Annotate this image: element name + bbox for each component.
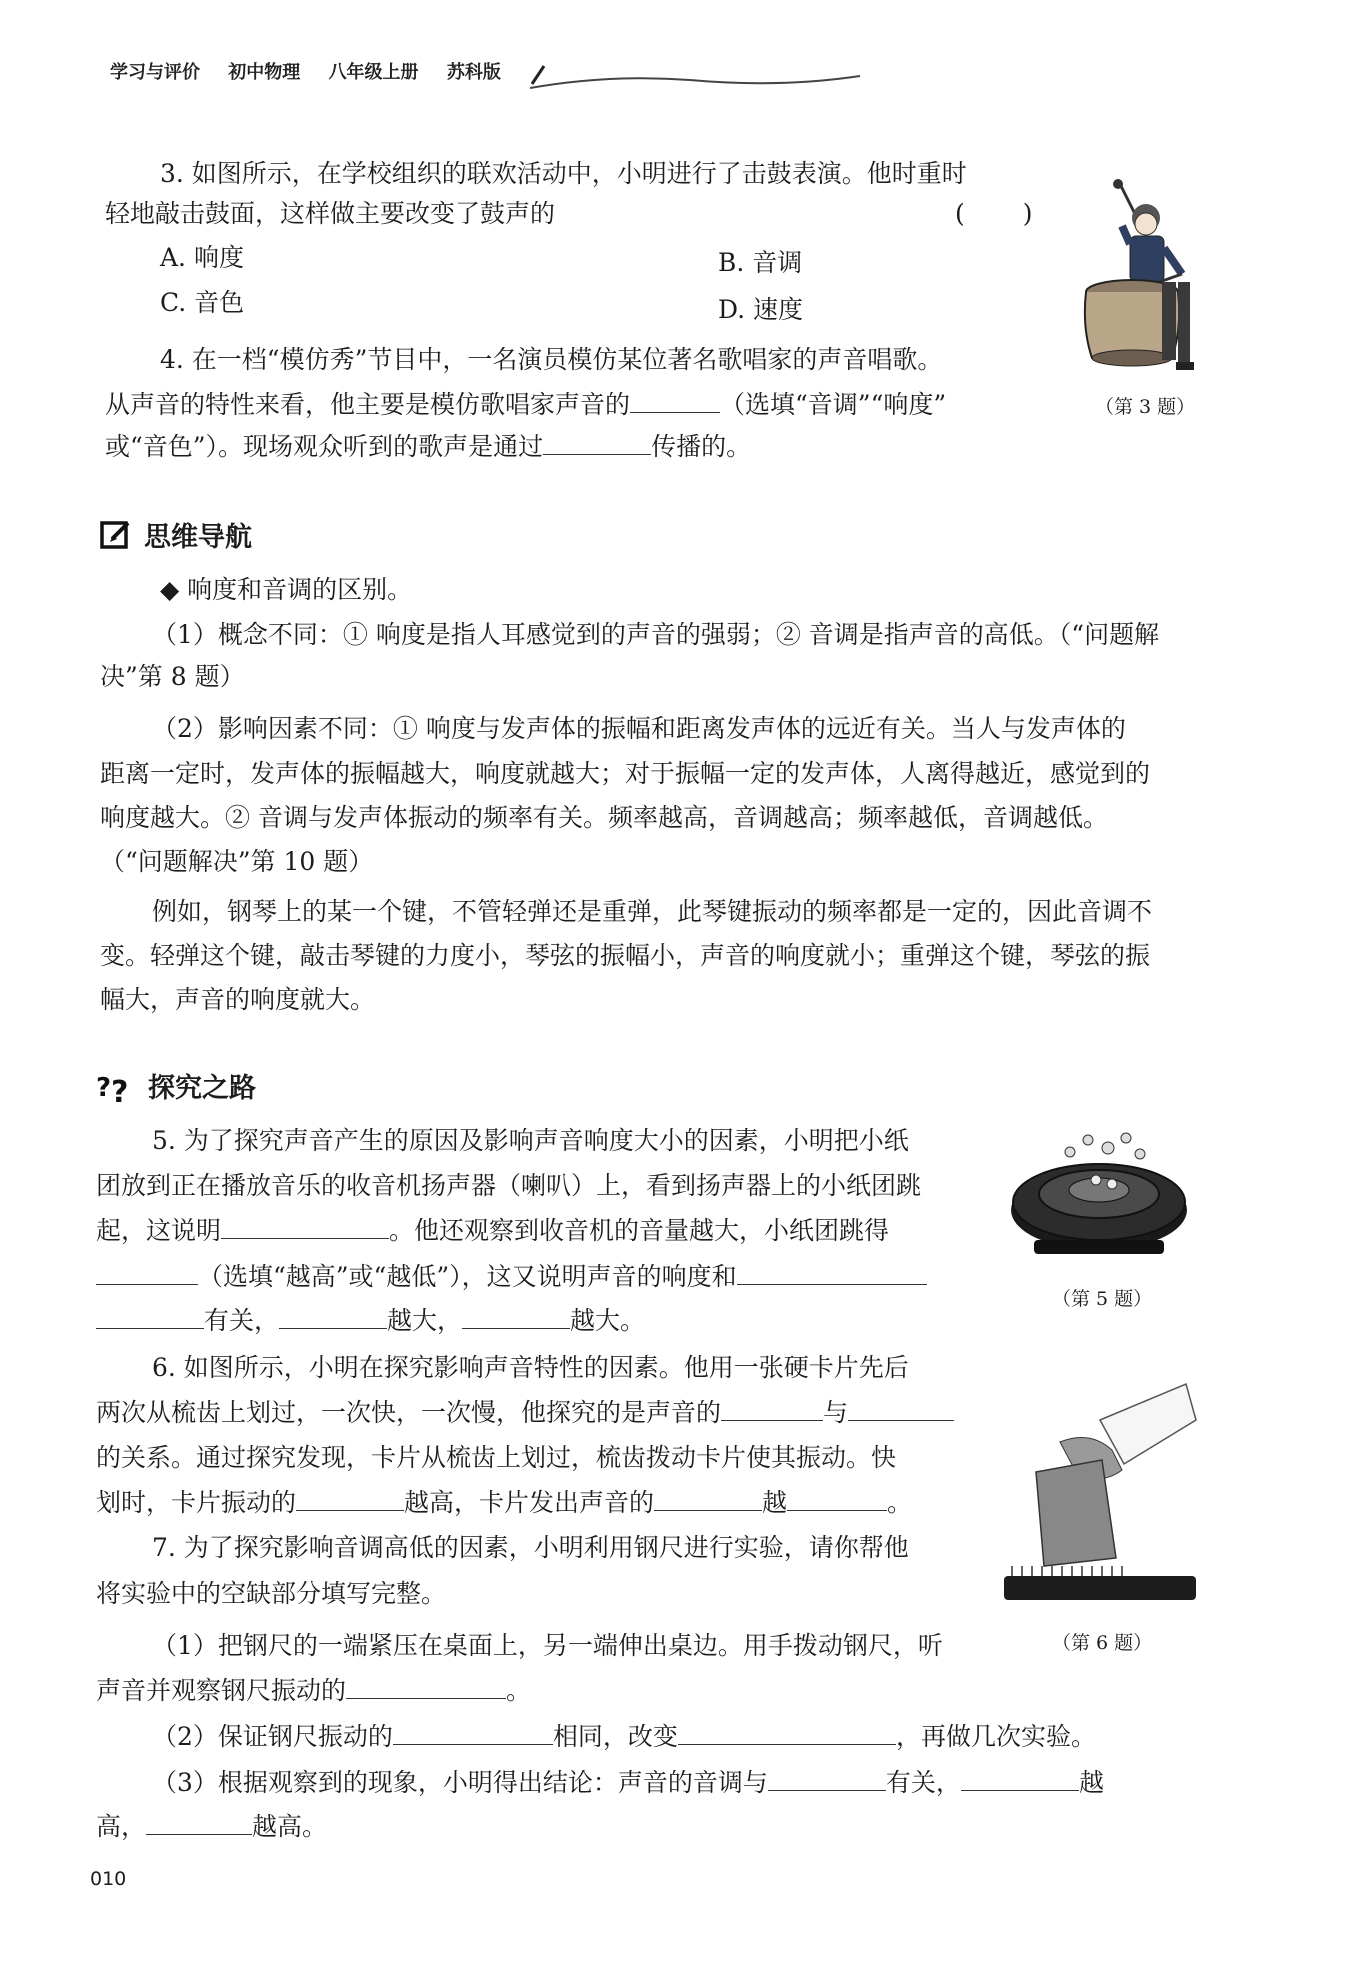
q7-step2 <box>152 1718 1096 1755</box>
q5-blank-6[interactable] <box>462 1302 570 1329</box>
q4-line2-text-b: （选填“音调”“响度” <box>720 390 947 419</box>
q6-blank-2[interactable] <box>848 1394 954 1421</box>
q7-blank-2[interactable] <box>393 1718 553 1745</box>
q7-step1-text-b: 。 <box>506 1676 532 1705</box>
think-p2-line2: 距离一定时，发声体的振幅越大，响度就越大；对于振幅一定的发声体，人离得越近，感觉到的 <box>100 759 1151 788</box>
q7-step2-text-c: ，再做几次实验。 <box>895 1722 1096 1751</box>
q5-blank-5[interactable] <box>279 1302 387 1329</box>
q5-line5-text-a: 有关， <box>204 1306 280 1335</box>
q4-line3-text-b: 传播的。 <box>651 432 752 461</box>
q4-blank-1[interactable] <box>630 386 720 413</box>
q4-line2 <box>105 386 946 423</box>
q7-step3-text-b: 有关， <box>885 1768 961 1797</box>
q5-blank-1[interactable] <box>221 1212 389 1239</box>
page-number: 010 <box>90 1868 127 1890</box>
q7-step3 <box>152 1764 1104 1801</box>
q6-line4-text-c: 越 <box>762 1488 788 1517</box>
q4-line1: 4. 在一档“模仿秀”节目中，一名演员模仿某位著名歌唱家的声音唱歌。 <box>160 345 943 374</box>
q3-answer-bracket <box>955 196 1033 232</box>
q7-step2-text-a: （2）保证钢尺振动的 <box>152 1722 393 1751</box>
header-grade: 八年级上册 <box>328 62 419 83</box>
q5-line3-text-a: 起，这说明 <box>96 1216 222 1245</box>
think-p3-line2: 变。轻弹这个键，敲击琴键的力度小，琴弦的振幅小，声音的响度就小；重弹这个键，琴弦的振 <box>100 941 1151 970</box>
q5-line5-text-b: 越大， <box>387 1306 463 1335</box>
q6-line4 <box>96 1484 912 1521</box>
q7-step3-text-d: 高， <box>96 1812 147 1841</box>
q7-step3-text-e: 越高。 <box>252 1812 328 1841</box>
q3-bracket-close: ) <box>1022 199 1033 228</box>
q4-blank-2[interactable] <box>543 428 651 455</box>
q5-blank-4[interactable] <box>96 1302 204 1329</box>
q3-option-c: C. 音色 <box>160 288 245 317</box>
q7-line2: 将实验中的空缺部分填写完整。 <box>96 1579 447 1608</box>
q6-figure-caption: （第 6 题） <box>1052 1632 1153 1654</box>
edit-note-icon <box>100 520 132 550</box>
think-p1-line1: （1）概念不同：① 响度是指人耳感觉到的声音的强弱；② 音调是指声音的高低。（“问题解 <box>152 620 1160 649</box>
q7-blank-1[interactable] <box>346 1672 506 1699</box>
q6-line1: 6. 如图所示，小明在探究影响声音特性的因素。他用一张硬卡片先后 <box>152 1353 909 1382</box>
q6-line4-text-d: 。 <box>887 1488 913 1517</box>
q5-line3 <box>96 1212 889 1249</box>
q5-line5-text-c: 越大。 <box>570 1306 646 1335</box>
pen-swoosh-icon <box>530 62 870 102</box>
q6-blank-3[interactable] <box>296 1484 404 1511</box>
q5-line4 <box>96 1258 927 1295</box>
q3-figure-caption: （第 3 题） <box>1095 396 1196 418</box>
q7-step2-text-b: 相同，改变 <box>552 1722 678 1751</box>
q5-figure-caption: （第 5 题） <box>1052 1288 1153 1310</box>
q3-option-a: A. 响度 <box>160 243 244 272</box>
q6-line2-text-a: 两次从梳齿上划过，一次快，一次慢，他探究的是声音的 <box>96 1398 722 1427</box>
q5-line1: 5. 为了探究声音产生的原因及影响声音响度大小的因素，小明把小纸 <box>152 1126 909 1155</box>
comb-card-figure <box>1000 1380 1200 1610</box>
page-header <box>110 58 523 84</box>
q7-blank-5[interactable] <box>961 1764 1079 1791</box>
explore-section-title: 探究之路 <box>148 1073 256 1104</box>
think-section-heading <box>100 515 252 554</box>
q7-line1: 7. 为了探究影响音调高低的因素，小明利用钢尺进行实验，请你帮他 <box>152 1533 909 1562</box>
q3-line1: 3. 如图所示，在学校组织的联欢活动中，小明进行了击鼓表演。他时重时 <box>160 159 967 188</box>
q5-line4-text-a: （选填“越高”或“越低”），这又说明声音的响度和 <box>198 1262 737 1291</box>
think-p2-line3: 响度越大。② 音调与发声体振动的频率有关。频率越高，音调越高；频率越低，音调越低。 <box>100 803 1108 832</box>
q5-blank-2[interactable] <box>96 1258 198 1285</box>
think-p2-line4: （“问题解决”第 10 题） <box>100 847 374 876</box>
q7-step1-line2 <box>96 1672 531 1709</box>
speaker-figure <box>1008 1128 1190 1268</box>
q4-line2-text-a: 从声音的特性来看，他主要是模仿歌唱家声音的 <box>105 390 631 419</box>
q3-option-b: B. 音调 <box>718 248 803 277</box>
q7-blank-4[interactable] <box>768 1764 886 1791</box>
q7-step1-line1: （1）把钢尺的一端紧压在桌面上，另一端伸出桌边。用手拨动钢尺，听 <box>152 1631 943 1660</box>
q6-line4-text-a: 划时，卡片振动的 <box>96 1488 297 1517</box>
q7-step3-text-a: （3）根据观察到的现象，小明得出结论：声音的音调与 <box>152 1768 768 1797</box>
think-bullet: ◆ 响度和音调的区别。 <box>160 575 413 604</box>
explore-section-heading <box>96 1066 256 1105</box>
q4-line3 <box>105 428 751 465</box>
q7-blank-3[interactable] <box>678 1718 896 1745</box>
q7-step1-text-a: 声音并观察钢尺振动的 <box>96 1676 347 1705</box>
q3-line2: 轻地敲击鼓面，这样做主要改变了鼓声的 <box>105 199 556 228</box>
q6-line3: 的关系。通过探究发现，卡片从梳齿上划过，梳齿拨动卡片使其振动。快 <box>96 1443 897 1472</box>
q5-blank-3[interactable] <box>737 1258 927 1285</box>
q7-blank-6[interactable] <box>146 1808 252 1835</box>
question-marks-icon <box>96 1069 136 1103</box>
q7-step3-text-c: 越 <box>1078 1768 1104 1797</box>
q7-step3-line2 <box>96 1808 327 1845</box>
drummer-figure <box>1078 178 1198 378</box>
q6-line2-text-b: 与 <box>823 1398 849 1427</box>
think-p3-line1: 例如，钢琴上的某一个键，不管轻弹还是重弹，此琴键振动的频率都是一定的，因此音调不 <box>152 897 1153 926</box>
q6-blank-5[interactable] <box>787 1484 887 1511</box>
think-p3-line3: 幅大，声音的响度就大。 <box>100 985 376 1014</box>
q3-option-d: D. 速度 <box>718 295 804 324</box>
svg-text:?: ? <box>96 1072 112 1103</box>
q5-line2: 团放到正在播放音乐的收音机扬声器（喇叭）上，看到扬声器上的小纸团跳 <box>96 1171 922 1200</box>
q6-blank-4[interactable] <box>654 1484 762 1511</box>
q3-bracket-open: ( <box>955 199 965 228</box>
think-p1-line2: 决”第 8 题） <box>100 662 245 691</box>
q6-line2 <box>96 1394 954 1431</box>
q6-line4-text-b: 越高，卡片发出声音的 <box>404 1488 655 1517</box>
q5-line3-text-b: 。他还观察到收音机的音量越大，小纸团跳得 <box>389 1216 890 1245</box>
svg-text:?: ? <box>111 1074 129 1103</box>
think-p2-line1: （2）影响因素不同：① 响度与发声体的振幅和距离发声体的远近有关。当人与发声体的 <box>152 714 1126 743</box>
q6-blank-1[interactable] <box>721 1394 823 1421</box>
header-series: 学习与评价 <box>110 62 200 83</box>
header-subject: 初中物理 <box>228 62 301 83</box>
header-edition: 苏科版 <box>446 62 501 83</box>
think-section-title: 思维导航 <box>144 522 252 553</box>
q5-line5 <box>96 1302 645 1339</box>
q4-line3-text-a: 或“音色”）。现场观众听到的歌声是通过 <box>105 432 544 461</box>
